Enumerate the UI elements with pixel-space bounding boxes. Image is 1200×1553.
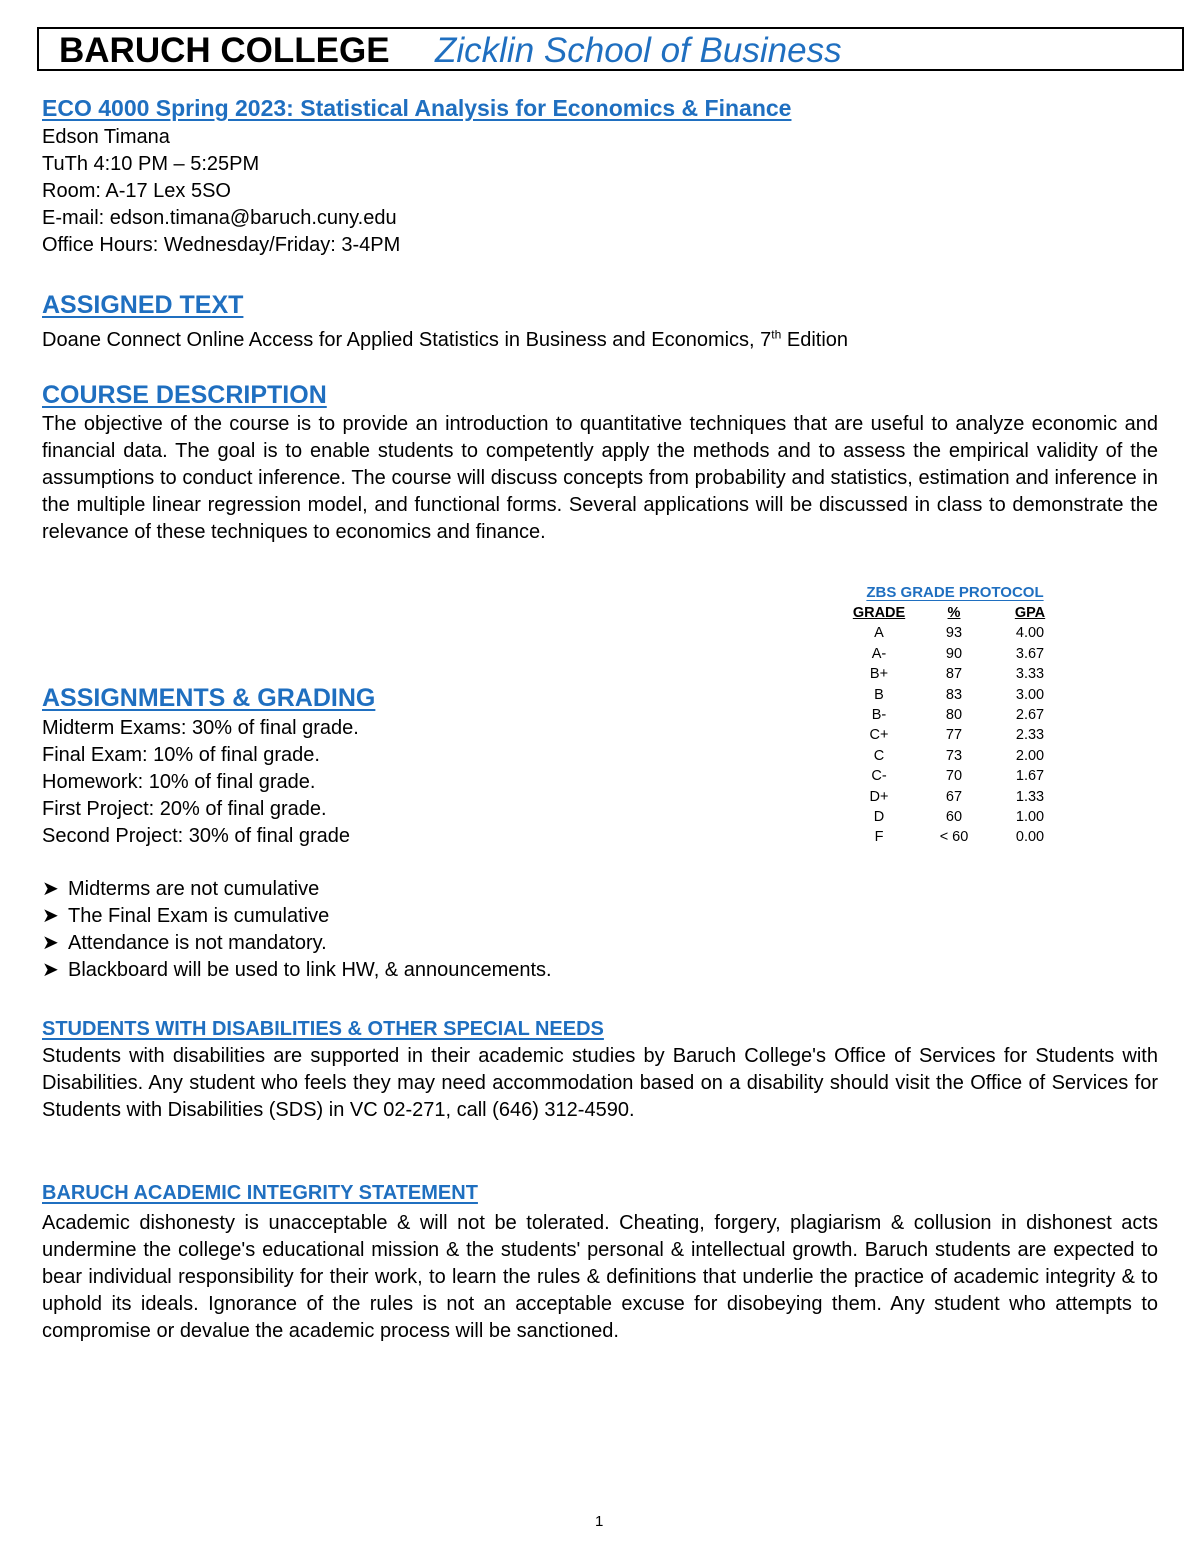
grade-gpa: 2.33 (1015, 727, 1045, 744)
grade-letter: B+ (869, 666, 889, 683)
grade-row (840, 725, 1070, 745)
grade-letter: D+ (869, 788, 889, 805)
disabilities-text: Students with disabilities are supported in their academic studies by Baruch College's Office of Services for Students with Disabilities. Any student who feels they may need accommodation based on a disability should visit the Office of Services for Students with Disabilities (SDS) in VC 02-271, call (646) 312-4590. (42, 1045, 1158, 1121)
grade-letter: D (873, 808, 885, 825)
grade-percent: 67 (945, 788, 963, 805)
bullet-text: Blackboard will be used to link HW, & announcements. (68, 959, 552, 981)
grade-percent: 73 (945, 747, 963, 764)
course-description-text: The objective of the course is to provide an introduction to quantitative techniques that are useful to analyze economic and financial data. The goal is to enable students to competently apply the methods and to assess the empirical validity of the assumptions to conduct inference. The course will discuss concepts from probability and statistics, estimation and inference in the multiple linear regression model, and functional forms. Several applications will be discussed in class to demonstrate the relevance of these techniques to economics and finance. (42, 413, 1158, 543)
instructor-name: Edson Timana (42, 126, 170, 148)
grade-gpa: 1.67 (1015, 768, 1045, 785)
grade-row (840, 623, 1070, 643)
grade-letter: A (874, 625, 884, 642)
school-name: Zicklin School of Business (435, 31, 842, 70)
grade-row (840, 746, 1070, 766)
grading-item: Midterm Exams: 30% of final grade. (42, 717, 359, 739)
grade-row (840, 685, 1070, 705)
grade-header-row (840, 603, 1070, 623)
class-schedule: TuTh 4:10 PM – 5:25PM (42, 153, 260, 175)
bullet-text: Midterms are not cumulative (68, 878, 320, 900)
grade-percent: 70 (945, 768, 963, 785)
college-name: BARUCH COLLEGE (59, 31, 390, 70)
assigned-text-line (42, 327, 848, 354)
disabilities-heading: STUDENTS WITH DISABILITIES & OTHER SPECIAL NEEDS (42, 1018, 604, 1040)
grade-protocol-title: ZBS GRADE PROTOCOL (866, 584, 1044, 601)
grade-letter: C (873, 747, 885, 764)
grade-gpa: 3.00 (1015, 686, 1045, 703)
grade-row (840, 644, 1070, 664)
grade-gpa: 3.33 (1015, 666, 1045, 683)
grade-percent: 83 (945, 686, 963, 703)
assigned-text-suffix: Edition (781, 329, 849, 351)
grade-gpa: 4.00 (1015, 625, 1045, 642)
integrity-heading: BARUCH ACADEMIC INTEGRITY STATEMENT (42, 1182, 478, 1204)
grade-gpa: 0.00 (1015, 829, 1045, 846)
grade-percent: 87 (945, 666, 963, 683)
bullet-item (42, 876, 319, 903)
grade-letter: F (874, 829, 884, 846)
grade-gpa: 3.67 (1015, 645, 1045, 662)
bullet-item (42, 957, 552, 984)
grade-percent: < 60 (939, 829, 969, 846)
grade-letter: B (874, 686, 884, 703)
grade-row (840, 664, 1070, 684)
bullet-text: Attendance is not mandatory. (68, 932, 327, 954)
grade-header-grade: GRADE (852, 605, 906, 621)
grade-letter: C- (871, 768, 887, 785)
arrow-bullet-icon: ➤ (42, 959, 59, 981)
class-room: Room: A-17 Lex 5SO (42, 180, 231, 202)
course-description-heading: COURSE DESCRIPTION (42, 381, 327, 409)
grade-row (840, 827, 1070, 847)
grading-item: Final Exam: 10% of final grade. (42, 744, 320, 766)
grade-percent: 80 (945, 706, 963, 723)
grade-percent: 93 (945, 625, 963, 642)
grading-item: First Project: 20% of final grade. (42, 798, 327, 820)
bullet-text: The Final Exam is cumulative (68, 905, 330, 927)
bullet-item (42, 903, 329, 930)
grade-letter: A- (871, 645, 887, 662)
grade-header-gpa: GPA (1014, 605, 1046, 621)
grade-protocol-table (840, 583, 1070, 848)
grade-row (840, 705, 1070, 725)
grade-gpa: 1.00 (1015, 808, 1045, 825)
course-title: ECO 4000 Spring 2023: Statistical Analysis for Economics & Finance (42, 95, 792, 121)
arrow-bullet-icon: ➤ (42, 905, 59, 927)
grade-gpa: 1.33 (1015, 788, 1045, 805)
grade-row (840, 787, 1070, 807)
arrow-bullet-icon: ➤ (42, 932, 59, 954)
grade-percent: 60 (945, 808, 963, 825)
assigned-text-heading: ASSIGNED TEXT (42, 291, 244, 319)
grade-letter: B- (871, 706, 887, 723)
grade-gpa: 2.00 (1015, 747, 1045, 764)
header-banner (37, 27, 1184, 71)
grade-percent: 77 (945, 727, 963, 744)
grade-percent: 90 (945, 645, 963, 662)
arrow-bullet-icon: ➤ (42, 878, 59, 900)
assigned-text-main: Doane Connect Online Access for Applied Statistics in Business and Economics, 7 (42, 329, 772, 351)
integrity-text: Academic dishonesty is unacceptable & will not be tolerated. Cheating, forgery, plagiarism & collusion in dishonest acts undermine the college's educational mission & the students' personal & intellectual growth. Baruch students are expected to bear individual responsibility for their work, to learn the rules & definitions that underlie the practice of academic integrity & to uphold its ideals. Ignorance of the rules is not an acceptable excuse for disobeying them. Any student who attempts to compromise or devalue the academic process will be sanctioned. (42, 1212, 1158, 1342)
grade-row (840, 807, 1070, 827)
grade-gpa: 2.67 (1015, 706, 1045, 723)
assignments-heading: ASSIGNMENTS & GRADING (42, 684, 376, 712)
grade-header-percent: % (947, 605, 961, 621)
bullet-item (42, 930, 327, 957)
grading-item: Homework: 10% of final grade. (42, 771, 316, 793)
grade-row (840, 766, 1070, 786)
grade-letter: C+ (869, 727, 889, 744)
office-hours: Office Hours: Wednesday/Friday: 3-4PM (42, 234, 401, 256)
grading-item: Second Project: 30% of final grade (42, 825, 350, 847)
instructor-email: E-mail: edson.timana@baruch.cuny.edu (42, 207, 397, 229)
page-number: 1 (595, 1513, 604, 1530)
assigned-text-sup: th (771, 327, 782, 342)
